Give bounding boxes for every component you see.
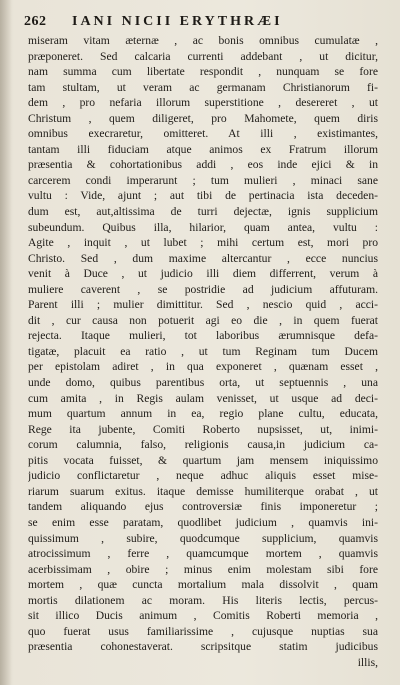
text-line: præsentia cohonestaverat. scripsitque statim judicibus [28,640,378,654]
text-line: Christum , quem diligeret, pro Mahomete, quem diris [28,111,378,125]
text-line: miseram vitam æternæ , ac bonis omnibus cumulatæ , [28,34,378,47]
text-line: quo fuerat usus familiarissime , cujusque nuptias sua [28,624,378,638]
text-line: præsentia & cohortationibus addi , eos inde ejici & in [28,158,378,172]
running-head [24,14,374,34]
text-line: riarum suarum exitus. itaque demisse humiliterque orabat , ut [28,484,378,498]
text-line: dum est, aut,altissima de turri dejectæ, ignis supplicium [28,205,378,219]
text-line: atrocissimum , ferre , quamcumque mortem , quamvis [28,547,378,561]
text-line: tantam illi fiduciam atque animos ex Fratrum illorum [28,142,378,156]
text-line: omnibus execraretur, omitteret. At illi , existimantes, [28,127,378,141]
body-text [28,33,378,670]
page-number: 262 [24,14,47,29]
text-line: Agite , inquit , ut lubet ; mihi certum est, mori pro [28,236,378,250]
text-line: dem , pro nefaria illorum superstitione , desereret , ut [28,96,378,110]
text-line: præponeret. Sed calcaria currenti addebant , ut dicitur, [28,49,378,63]
text-line: subeundum. Quibus illa, hilarior, quam antea, vultu : [28,220,378,234]
text-line: tam stultam, ut veram ac germanam Christianorum fi- [28,80,378,94]
text-line: Christo. Sed , dum maxime altercantur , ecce nuncius [28,251,378,265]
text-line: venit à Duce , ut judicio illi diem differrent, verum à [28,267,378,281]
text-line: illis, [357,655,378,669]
text-line: mortem , quæ cuncta mortalium mala dissolvit , quam [28,578,378,592]
text-line: corum calumnia, falso, religionis causa,in judicium ca- [28,438,378,452]
text-line: tandem aliquando ejus controversiæ finis imponeretur ; [28,500,378,514]
text-line: Rege ita jubente, Comiti Roberto nupsisset, ut, inimi- [28,422,378,436]
text-line: cum amita , in Regis aulam venisset, ut usque ad deci- [28,391,378,405]
running-head-title: IANI NICII ERYTHRÆI [72,14,283,29]
text-line: muliere caverent , se postridie ad judicium affuturam. [28,282,378,296]
text-line: quissimum , subire, quodcumque supplicium, quamvis [28,531,378,545]
text-line: vultu : Vide, ajunt ; aut tibi de pertinacia ista deceden- [28,189,378,203]
text-line: mum quartum annum in ea, regio plane cultu, educata, [28,407,378,421]
text-line: Parent illi ; mulier dimittitur. Sed , nescio quid , acci- [28,298,378,312]
text-line: nam summa cum libertate respondit , nunquam se fore [28,65,378,79]
text-line: se enim esse paratam, quodlibet judicium , quamvis ini- [28,515,378,529]
text-line: sit illico Ducis animum , Comitis Roberti memoria , [28,609,378,623]
text-line: rejecta. Itaque mulieri, tot laboribus ærumnisque defa- [28,329,378,343]
text-line: tigatæ, placuit ea ratio , ut tum Reginam tum Ducem [28,344,378,358]
text-line: mortis dilationem ac moram. His literis lectis, percus- [28,593,378,607]
text-line: dit , cur causa non potuerit agi eo die , in quem fuerat [28,313,378,327]
binding-gutter-shadow [0,0,12,685]
text-line: unde domo, quibus parentibus orta, ut septuennis , una [28,376,378,390]
text-line: judicio conflictaretur , neque adhuc aliquis esset mise- [28,469,378,483]
text-line: pitis vocata fuisset, & quartum jam mensem iniquissimo [28,453,378,467]
text-line: acerbissimam , obire ; minus enim molestam sibi fore [28,562,378,576]
text-line: per epistolam adiret , in qua exponeret , quænam esset , [28,360,378,374]
text-line: carcerem condi imperarunt ; tum mulieri , minaci sane [28,173,378,187]
